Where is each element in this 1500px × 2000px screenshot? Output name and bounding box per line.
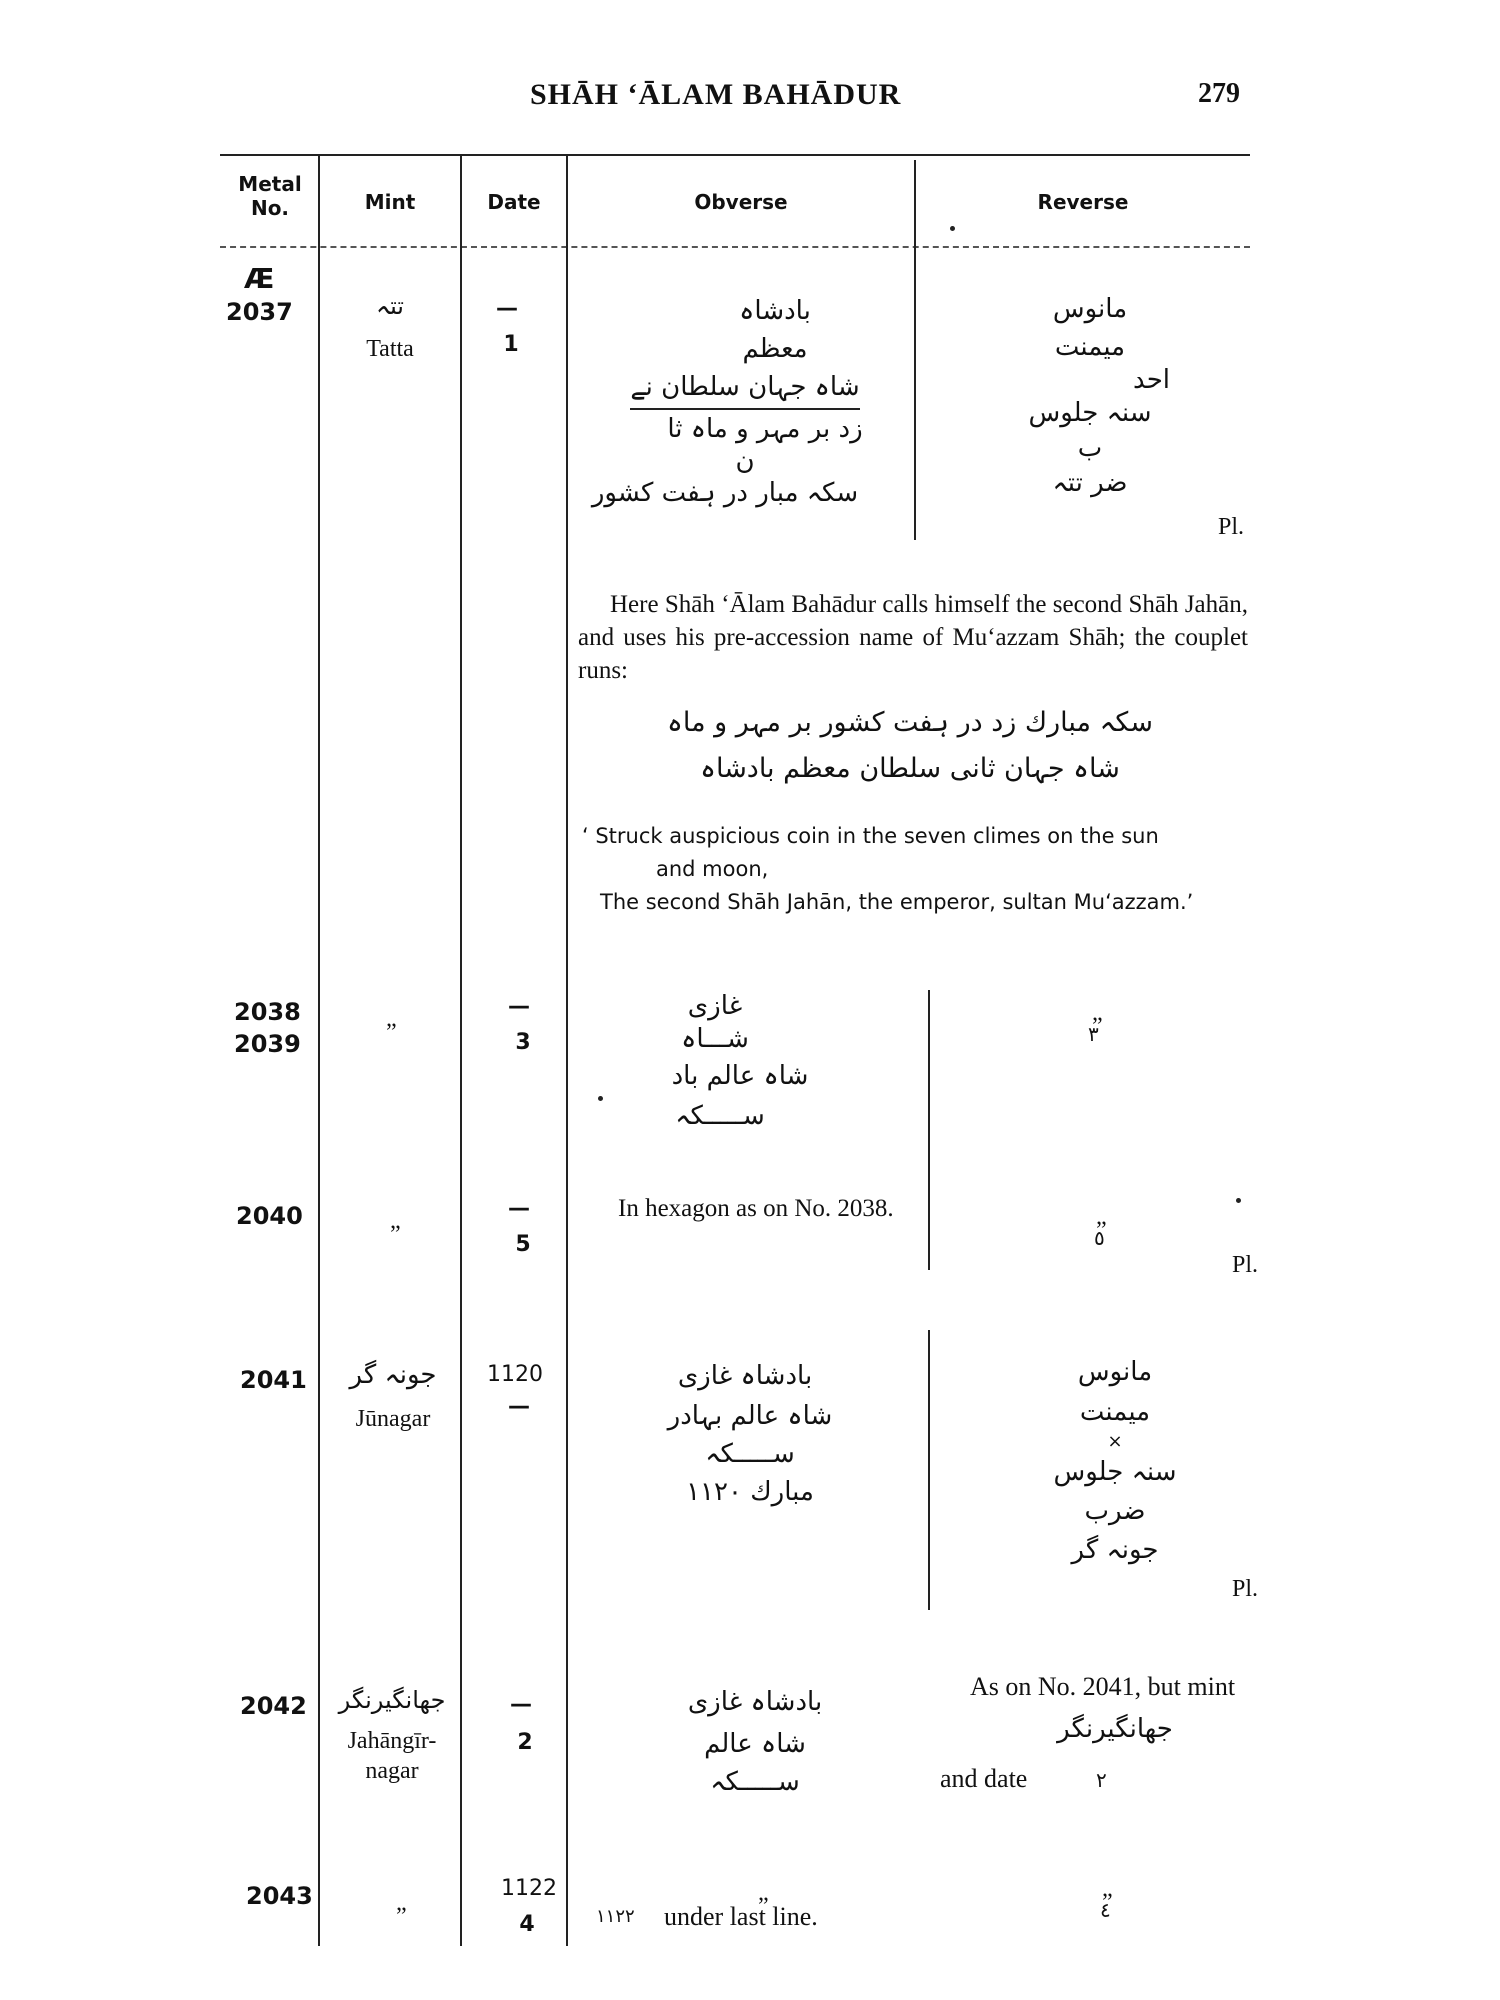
mint-name: Tatta (366, 336, 414, 362)
obverse-line: سکہ مبار در ہفت کشور (591, 478, 859, 508)
obverse-line: ســـــکہ (675, 1101, 765, 1131)
mint-name-line: Jahāngīr- (347, 1728, 437, 1754)
mint-arabic: تتہ (376, 292, 404, 320)
print-speck (598, 1096, 603, 1101)
date-dash: — (508, 1196, 530, 1221)
date-dash: — (510, 1692, 532, 1717)
entry-number: 2041 (240, 1366, 307, 1394)
date-value: 1122 (501, 1876, 557, 1901)
mint-name (322, 1726, 462, 1786)
reverse-mint-arabic: جهانگیرنگر (1057, 1714, 1173, 1744)
table-top-rule (220, 154, 1250, 156)
mint-ditto: „ (390, 1208, 401, 1234)
obv-rev-divider-1 (914, 160, 916, 540)
obverse-line: معظم (742, 334, 808, 364)
date-value: 3 (515, 1030, 531, 1055)
reverse-description: and date (940, 1764, 1028, 1793)
couplet-line: شاہ جہان ثانی سلطان معظم بادشاہ (700, 753, 1120, 784)
date-value: 1 (503, 332, 519, 357)
mint-arabic: جونہ گر (349, 1360, 437, 1390)
obverse-description: In hexagon as on No. 2038. (618, 1195, 894, 1222)
page-number: 279 (1198, 78, 1240, 109)
reverse-line: مانوس (1077, 1357, 1153, 1387)
date-value: 5 (515, 1232, 531, 1257)
obverse-legend (590, 292, 900, 512)
obverse-line: شاہ عالم باد (671, 1061, 809, 1091)
entry-number: 2039 (234, 1030, 301, 1058)
date-value: 4 (519, 1912, 535, 1937)
obverse-line: بادشاہ (739, 296, 811, 326)
obverse-line: بادشاہ غازی (677, 1361, 813, 1391)
obverse-line: زد بر مہر و ماہ ثا (667, 414, 863, 444)
reverse-legend (1030, 1352, 1200, 1570)
print-speck (1236, 1198, 1241, 1203)
plate-reference: Pl. (1218, 514, 1245, 540)
obverse-line: شـــاہ (681, 1024, 749, 1054)
plate-reference: Pl. (1232, 1252, 1259, 1278)
mint-arabic: جهانگیرنگر (338, 1686, 446, 1714)
date-dash: — (496, 296, 518, 321)
print-speck (950, 226, 955, 231)
metal-symbol: Æ (244, 262, 275, 295)
reverse-line: میمنت (1054, 332, 1126, 362)
col-header-mint: Mint (364, 190, 416, 214)
obverse-ditto: „ (758, 1880, 769, 1906)
reverse-line: سنہ جلوس (1053, 1457, 1177, 1487)
col-header-metal-no: Metal No. (238, 172, 302, 220)
date-dash: — (508, 1394, 530, 1419)
obverse-line: مبارك ١١٢٠ (686, 1477, 814, 1507)
obverse-line: شاہ جہان سلطان نے (630, 368, 859, 410)
header-rule (220, 246, 1250, 248)
reverse-ditto: „ (1096, 1204, 1107, 1230)
obverse-legend (610, 990, 850, 1136)
reverse-date: ٣ (1088, 1022, 1099, 1046)
reverse-line: ضرب (1084, 1496, 1146, 1526)
translation-line: ʻ Struck auspicious coin in the seven climes on the sun (582, 824, 1159, 848)
translation-line: and moon, (656, 857, 769, 881)
reverse-date: ٥ (1094, 1226, 1105, 1250)
running-head: SHĀH ʻĀLAM BAHĀDUR (530, 78, 902, 111)
obv-rev-divider-3 (928, 1330, 930, 1610)
mint-ditto: „ (396, 1890, 407, 1916)
mint-name: Jūnagar (355, 1406, 431, 1432)
col-header-obverse: Obverse (694, 190, 788, 214)
obverse-description: under last line. (664, 1902, 818, 1931)
obv-rev-divider-2 (928, 990, 930, 1270)
entry-number: 2042 (240, 1692, 307, 1720)
reverse-line: ب (1077, 433, 1103, 463)
date-value: 1120 (487, 1362, 543, 1387)
entry-note: Here Shāh ʻĀlam Bahādur calls himself the second Shāh Jahān, and uses his pre-accession name of Muʻazzam Shāh; the couplet runs: (578, 591, 1248, 684)
translation (582, 820, 1262, 919)
reverse-description: As on No. 2041, but mint (970, 1672, 1236, 1701)
reverse-line: سنہ جلوس (1028, 398, 1152, 428)
reverse-date: ٢ (1096, 1768, 1107, 1792)
reverse-legend (1000, 290, 1180, 502)
reverse-line: × (1107, 1431, 1123, 1452)
entry-number: 2040 (236, 1202, 303, 1230)
col-divider-2 (460, 156, 462, 1946)
col-divider-1 (318, 156, 320, 1946)
obverse-line: ن (735, 446, 755, 476)
obverse-line: ســـــکہ (710, 1767, 800, 1797)
col-header-reverse: Reverse (1037, 190, 1129, 214)
reverse-line: احد (1133, 365, 1170, 395)
date-dash: — (508, 994, 530, 1019)
mint-name-line: nagar (365, 1758, 419, 1784)
obverse-date-arabic: ١١٢٢ (596, 1906, 635, 1927)
reverse-ditto: „ (1092, 1000, 1103, 1026)
couplet-line: سکہ مبارك زد در ہفت کشور بر مہر و ماہ (667, 707, 1153, 738)
obverse-line: بادشاہ غازی (687, 1687, 823, 1717)
reverse-ditto: „ (1102, 1876, 1113, 1902)
reverse-line: مانوس (1052, 294, 1128, 324)
plate-reference: Pl. (1232, 1576, 1259, 1602)
col-header-date: Date (487, 190, 541, 214)
couplet (660, 700, 1160, 792)
obverse-legend (640, 1680, 870, 1800)
entry-number: 2038 (234, 998, 301, 1026)
mint-ditto: „ (386, 1006, 397, 1032)
obverse-legend (620, 1356, 880, 1512)
entry-number: 2043 (246, 1882, 313, 1910)
entry-number: 2037 (226, 298, 293, 326)
col-divider-3 (566, 156, 568, 1946)
obverse-line: ســـــکہ (705, 1439, 795, 1469)
date-value: 2 (517, 1730, 533, 1755)
translation-line: The second Shāh Jahān, the emperor, sultan Muʻazzam.ʼ (600, 890, 1194, 914)
obverse-line: غازی (687, 991, 743, 1021)
reverse-date: ٤ (1100, 1898, 1111, 1922)
reverse-line: میمنت (1079, 1397, 1151, 1427)
reverse-line: ضر تتہ (1052, 468, 1128, 498)
reverse-line: جونہ گر (1071, 1535, 1159, 1565)
obverse-line: شاہ عالم (704, 1729, 806, 1759)
obverse-line: شاہ عالم بہادر (667, 1401, 833, 1431)
